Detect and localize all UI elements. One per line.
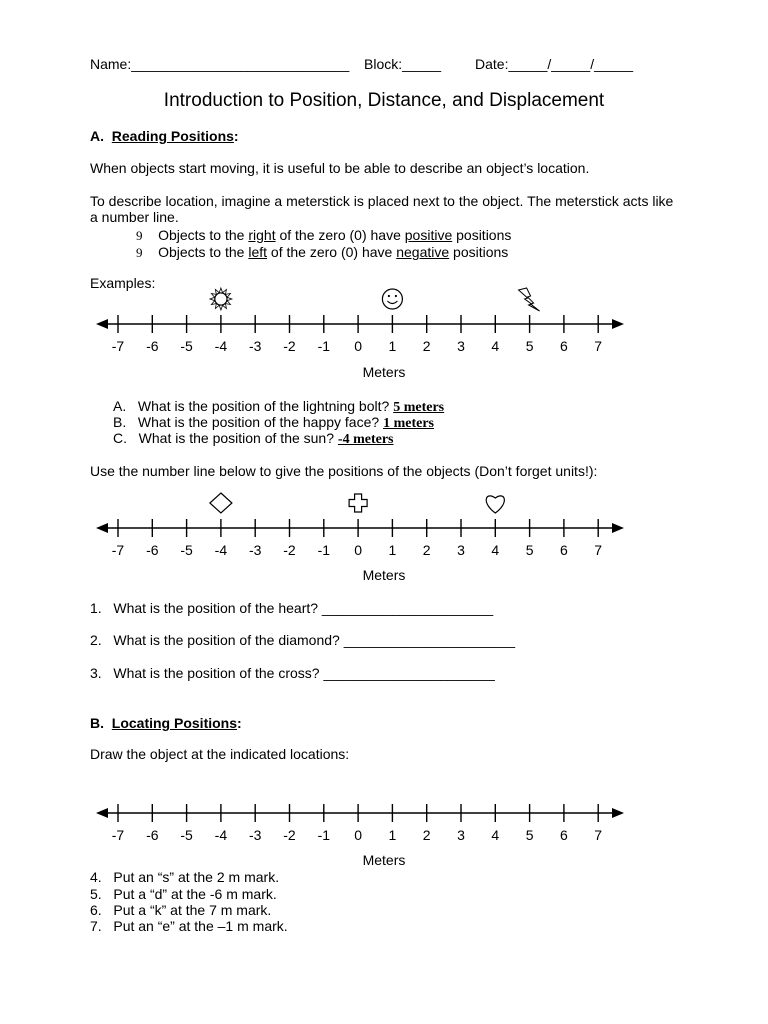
instruction-text: Put a “d” at the -6 m mark. <box>113 886 277 902</box>
intro-paragraph-1: When objects start moving, it is useful to be able to describe an object’s location. <box>90 160 590 176</box>
tick-label: 4 <box>491 827 500 843</box>
examples-label: Examples: <box>90 275 156 291</box>
instruction-text: Put an “e” at the –1 m mark. <box>113 918 288 934</box>
tick-label: 6 <box>560 542 568 558</box>
number-line-practice <box>90 487 635 567</box>
tick-label: 5 <box>525 542 534 558</box>
section-a-title: Reading Positions <box>111 128 234 144</box>
heart-icon <box>486 496 504 513</box>
tick-label: 2 <box>422 542 431 558</box>
tick-label: -4 <box>214 338 228 354</box>
tick-label: 5 <box>525 827 534 843</box>
section-a-letter: A. <box>90 128 104 144</box>
tick-label: 4 <box>491 542 500 558</box>
tick-label: 5 <box>525 338 534 354</box>
bullet-right-positive <box>136 227 511 244</box>
tick-label: 0 <box>354 542 362 558</box>
question-text: What is the position of the heart? ______________________ <box>113 600 494 616</box>
tick-label: -2 <box>283 338 296 354</box>
section-a-colon: : <box>233 128 239 144</box>
bullet-underline: left <box>248 244 268 260</box>
block-field[interactable] <box>364 56 441 73</box>
question-number: 1. <box>90 600 102 616</box>
tick-label: -5 <box>180 542 193 558</box>
right-arrow-icon <box>612 808 624 818</box>
instruction-k <box>90 902 271 919</box>
instruction-text: Put a “k” at the 7 m mark. <box>113 902 272 918</box>
meters-label: Meters <box>362 364 406 380</box>
intro-paragraph-2: To describe location, imagine a meterstick is placed next to the object. The meterstick acts like <box>90 193 674 209</box>
bullet-text: Objects to the <box>158 227 249 243</box>
tick-label: -7 <box>111 542 125 558</box>
meters-label: Meters <box>362 567 406 583</box>
tick-label: 1 <box>388 827 397 843</box>
tick-label: -3 <box>248 827 262 843</box>
bullet-text: positions <box>452 227 512 243</box>
section-b-letter: B. <box>90 715 104 731</box>
tick-label: 7 <box>594 827 603 843</box>
cross-icon <box>349 494 367 512</box>
tick-label: -5 <box>180 338 193 354</box>
tick-label: 4 <box>491 338 500 354</box>
right-arrow-icon <box>612 523 624 533</box>
section-b-title: Locating Positions <box>111 715 238 731</box>
instruction-s <box>90 869 279 886</box>
date-label: Date: <box>475 56 509 72</box>
date-blank[interactable]: _____/_____/_____ <box>508 56 634 72</box>
bullet-underline: positive <box>404 227 453 243</box>
question-text: What is the position of the happy face? <box>137 414 384 430</box>
date-field[interactable] <box>475 56 633 73</box>
instruction-number: 6. <box>90 902 102 918</box>
tick-label: -6 <box>146 542 159 558</box>
section-a-heading <box>90 128 239 145</box>
tick-label: -2 <box>283 542 296 558</box>
check-bullet-icon: 9 <box>136 228 143 243</box>
tick-label: -2 <box>283 827 296 843</box>
question-letter: A. <box>113 398 127 414</box>
question-heart[interactable] <box>90 600 493 617</box>
bullet-underline: right <box>248 227 276 243</box>
tick-label: -1 <box>317 338 331 354</box>
name-label: Name: <box>90 56 132 72</box>
instruction-e <box>90 918 288 935</box>
tick-label: -7 <box>111 827 125 843</box>
tick-label: -3 <box>248 338 262 354</box>
tick-label: -4 <box>214 827 228 843</box>
block-blank[interactable]: _____ <box>402 56 442 72</box>
tick-label: 1 <box>388 338 397 354</box>
instruction-number: 5. <box>90 886 102 902</box>
check-bullet-icon: 9 <box>136 245 143 260</box>
sun-icon <box>210 288 232 310</box>
number-line-svg <box>90 283 635 363</box>
question-number: 2. <box>90 632 102 648</box>
question-text: What is the position of the sun? <box>138 430 338 446</box>
page-title: Introduction to Position, Distance, and Displacement <box>163 90 605 111</box>
bullet-text: of the zero (0) have <box>275 227 405 243</box>
tick-label: 0 <box>354 338 362 354</box>
tick-label: 2 <box>422 338 431 354</box>
name-blank[interactable]: ____________________________ <box>131 56 350 72</box>
lightning-bolt-icon <box>519 288 540 311</box>
diamond-icon <box>210 493 232 513</box>
bullet-underline: negative <box>396 244 450 260</box>
question-letter: B. <box>113 414 127 430</box>
tick-label: 1 <box>388 542 397 558</box>
block-label: Block: <box>364 56 403 72</box>
tick-label: 3 <box>457 542 465 558</box>
question-text: What is the position of the cross? ______________________ <box>113 665 495 681</box>
question-letter: C. <box>113 430 127 446</box>
bullet-left-negative <box>136 244 508 261</box>
bullet-text: of the zero (0) have <box>267 244 397 260</box>
section-b-intro: Draw the object at the indicated locations: <box>90 746 350 762</box>
right-arrow-icon <box>612 319 624 329</box>
use-number-line-instruction: Use the number line below to give the positions of the objects (Don’t forget units!): <box>90 463 598 479</box>
tick-label: -6 <box>146 827 159 843</box>
tick-label: 7 <box>594 542 603 558</box>
number-line-svg[interactable] <box>90 772 635 852</box>
question-cross[interactable] <box>90 665 495 682</box>
number-line-drawing[interactable] <box>90 772 635 852</box>
tick-label: 6 <box>560 827 568 843</box>
instruction-d <box>90 886 277 903</box>
tick-label: -7 <box>111 338 125 354</box>
question-text: What is the position of the diamond? ______________________ <box>113 632 516 648</box>
number-line-examples <box>90 283 635 363</box>
question-answer: 1 meters <box>383 416 434 431</box>
section-b-colon: : <box>237 715 242 731</box>
tick-label: -5 <box>180 827 193 843</box>
question-diamond[interactable] <box>90 632 515 649</box>
section-b-heading <box>90 715 242 732</box>
bullet-text: Objects to the <box>158 244 249 260</box>
question-number: 3. <box>90 665 102 681</box>
name-field[interactable] <box>90 56 349 73</box>
question-answer: -4 meters <box>337 432 394 447</box>
instruction-text: Put an “s” at the 2 m mark. <box>113 869 280 885</box>
tick-label: 3 <box>457 827 465 843</box>
intro-paragraph-3: a number line. <box>90 209 179 225</box>
happy-face-icon <box>382 289 402 309</box>
number-line-svg <box>90 487 635 567</box>
tick-label: -3 <box>248 542 262 558</box>
left-arrow-icon <box>96 808 108 818</box>
question-text: What is the position of the lightning bolt? <box>137 398 394 414</box>
tick-label: 2 <box>422 827 431 843</box>
instruction-number: 4. <box>90 869 102 885</box>
tick-label: -1 <box>317 542 331 558</box>
tick-label: 7 <box>594 338 603 354</box>
tick-label: -1 <box>317 827 331 843</box>
tick-label: 0 <box>354 827 362 843</box>
example-question-c <box>113 430 393 448</box>
question-answer: 5 meters <box>393 400 445 415</box>
tick-label: 3 <box>457 338 465 354</box>
meters-label: Meters <box>362 852 406 868</box>
tick-label: -4 <box>214 542 228 558</box>
tick-label: 6 <box>560 338 568 354</box>
left-arrow-icon <box>96 319 108 329</box>
left-arrow-icon <box>96 523 108 533</box>
tick-label: -6 <box>146 338 159 354</box>
bullet-text: positions <box>449 244 509 260</box>
instruction-number: 7. <box>90 918 102 934</box>
